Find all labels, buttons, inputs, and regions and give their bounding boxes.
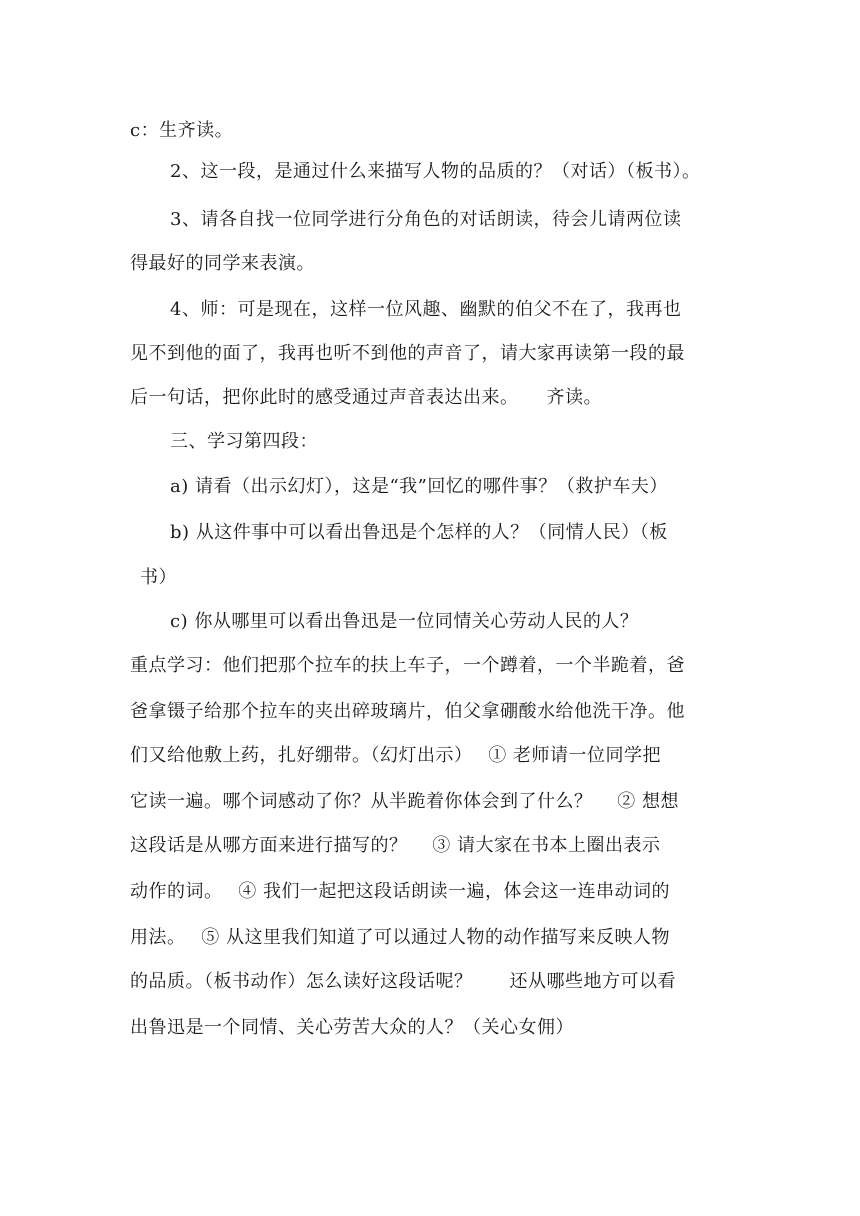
text-line: 重点学习：他们把那个拉车的扶上车子，一个蹲着，一个半跪着，爸 <box>130 655 685 676</box>
section-heading: 三、学习第四段： <box>170 431 318 452</box>
text-line: 得最好的同学来表演。 <box>130 253 315 274</box>
text-line: b) 从这件事中可以看出鲁迅是个怎样的人？（同情人民）（板 <box>170 522 668 543</box>
text-line: 的品质。（板书动作）怎么读好这段话呢？ 还从哪些地方可以看 <box>130 971 676 992</box>
text-line: 这段话是从哪方面来进行描写的？ ③ 请大家在书本上圈出表示 <box>130 835 661 856</box>
text-line: a) 请看（出示幻灯），这是“我”回忆的哪件事？（救护车夫） <box>170 476 668 497</box>
text-line: 们又给他敷上药，扎好绷带。（幻灯出示） ① 老师请一位同学把 <box>130 745 661 766</box>
text-line: 4、师：可是现在，这样一位风趣、幽默的伯父不在了，我再也 <box>170 299 682 320</box>
text-line: 它读一遍。哪个词感动了你？从半跪着你体会到了什么？ ② 想想 <box>130 791 679 812</box>
text-line: 出鲁迅是一个同情、关心劳苦大众的人？（关心女佣） <box>130 1017 574 1038</box>
text-line: 书） <box>140 567 177 588</box>
text-line: 2、这一段，是通过什么来描写人物的品质的？（对话）（板书）。 <box>170 161 701 182</box>
text-line: 爸拿镊子给那个拉车的夹出碎玻璃片，伯父拿硼酸水给他洗干净。他 <box>130 701 685 722</box>
text-line: c：生齐读。 <box>130 120 234 141</box>
text-line: 3、请各自找一位同学进行分角色的对话朗读，待会儿请两位读 <box>170 209 682 230</box>
text-line: 后一句话，把你此时的感受通过声音表达出来。 齐读。 <box>130 387 602 408</box>
text-line: c) 你从哪里可以看出鲁迅是一位同情关心劳动人民的人？ <box>170 611 639 632</box>
text-line: 见不到他的面了，我再也听不到他的声音了，请大家再读第一段的最 <box>130 343 685 364</box>
text-line: 动作的词。 ④ 我们一起把这段话朗读一遍，体会这一连串动词的 <box>130 881 670 902</box>
text-line: 用法。 ⑤ 从这里我们知道了可以通过人物的动作描写来反映人物 <box>130 927 670 948</box>
